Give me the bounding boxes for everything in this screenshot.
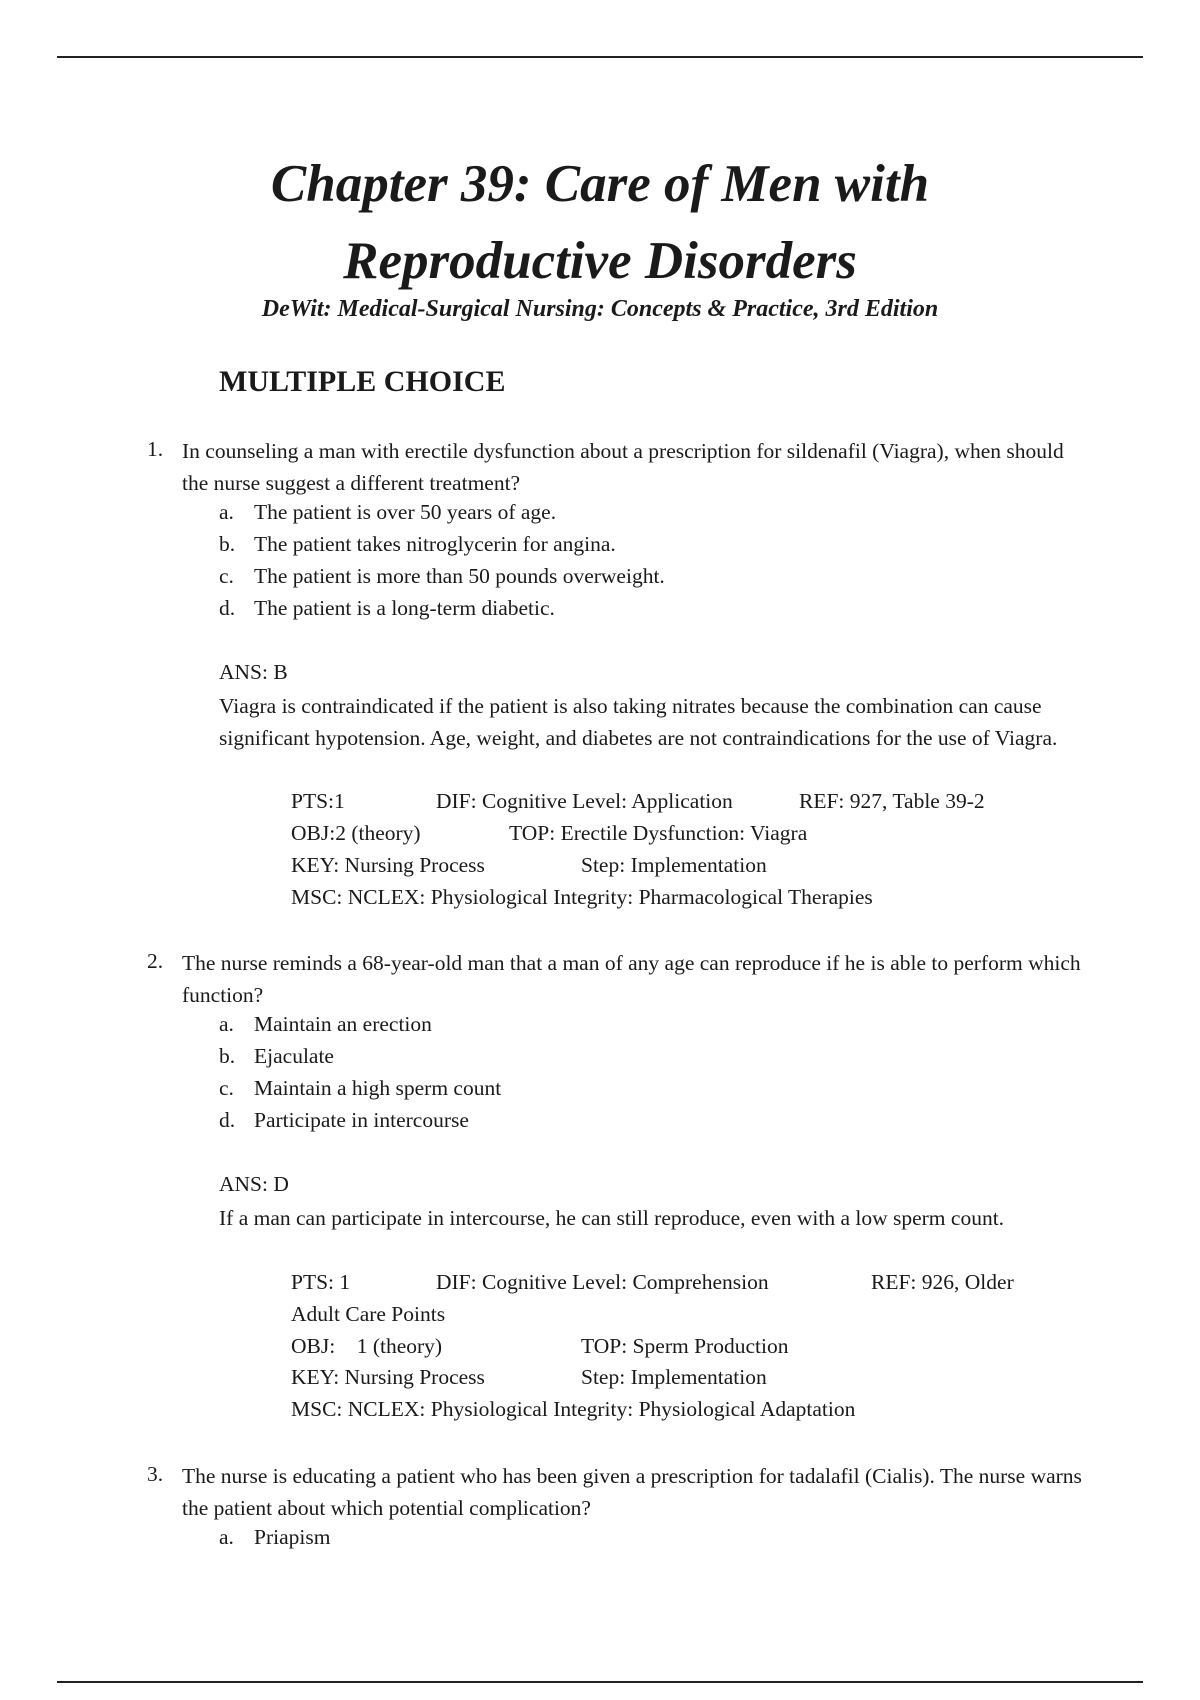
- meta-dif: DIF: Cognitive Level: Application: [436, 789, 733, 813]
- meta-ref: REF: 927, Table 39-2: [799, 789, 985, 813]
- question-number: 1.: [147, 437, 164, 461]
- option-letter: a.: [219, 1525, 234, 1549]
- option-letter: d.: [219, 1108, 236, 1132]
- meta-obj: OBJ: 1 (theory): [291, 1334, 443, 1358]
- question-number: 3.: [147, 1462, 164, 1486]
- meta-key: KEY: Nursing Process: [291, 853, 485, 877]
- meta-ref-continued: Adult Care Points: [291, 1302, 446, 1326]
- answer-key: ANS: D: [219, 1172, 289, 1196]
- question-stem: In counseling a man with erectile dysfunction about a prescription for sildenafil (Viagra), when should the nurse suggest a different treatment?: [182, 439, 1064, 495]
- option-text: Maintain an erection: [254, 1012, 432, 1036]
- meta-msc: MSC: NCLEX: Physiological Integrity: Pharmacological Therapies: [291, 885, 873, 909]
- question-stem: The nurse is educating a patient who has been given a prescription for tadalafil (Cialis). The nurse warns the patient about which potential complication?: [182, 1464, 1082, 1520]
- option-letter: b.: [219, 532, 236, 556]
- option-letter: d.: [219, 596, 236, 620]
- meta-msc: MSC: NCLEX: Physiological Integrity: Physiological Adaptation: [291, 1397, 856, 1421]
- option-text: Ejaculate: [254, 1044, 334, 1068]
- answer-rationale: Viagra is contraindicated if the patient is also taking nitrates because the combination can cause significant hypotension. Age, weight, and diabetes are not contraindications for the use of Viagra.: [219, 694, 1058, 750]
- option-text: The patient takes nitroglycerin for angina.: [254, 532, 616, 556]
- meta-pts: PTS:1: [291, 789, 345, 813]
- option-text: The patient is over 50 years of age.: [254, 500, 557, 524]
- section-heading: MULTIPLE CHOICE: [219, 365, 506, 398]
- option-text: The patient is more than 50 pounds overweight.: [254, 564, 665, 588]
- meta-dif: DIF: Cognitive Level: Comprehension: [436, 1270, 769, 1294]
- book-subtitle: DeWit: Medical-Surgical Nursing: Concepts & Practice, 3rd Edition: [261, 296, 939, 322]
- top-rule: [57, 56, 1143, 58]
- answer-rationale: If a man can participate in intercourse, he can still reproduce, even with a low sperm count.: [219, 1206, 1005, 1230]
- question-number: 2.: [147, 949, 164, 973]
- meta-ref: REF: 926, Older: [871, 1270, 1014, 1294]
- option-letter: b.: [219, 1044, 236, 1068]
- option-letter: a.: [219, 500, 234, 524]
- option-letter: c.: [219, 564, 234, 588]
- bottom-rule: [57, 1681, 1143, 1683]
- option-letter: a.: [219, 1012, 234, 1036]
- chapter-title-line-2: Reproductive Disorders: [343, 232, 857, 290]
- option-text: The patient is a long-term diabetic.: [254, 596, 555, 620]
- chapter-title: [0, 146, 1200, 300]
- question-stem: The nurse reminds a 68-year-old man that a man of any age can reproduce if he is able to perform which function?: [182, 951, 1081, 1007]
- meta-top: TOP: Sperm Production: [581, 1334, 789, 1358]
- meta-top: TOP: Erectile Dysfunction: Viagra: [509, 821, 808, 845]
- option-letter: c.: [219, 1076, 234, 1100]
- meta-obj: OBJ:2 (theory): [291, 821, 421, 845]
- answer-key: ANS: B: [219, 660, 288, 684]
- option-text: Priapism: [254, 1525, 331, 1549]
- meta-step: Step: Implementation: [581, 1365, 767, 1389]
- option-text: Participate in intercourse: [254, 1108, 469, 1132]
- meta-pts: PTS: 1: [291, 1270, 351, 1294]
- option-text: Maintain a high sperm count: [254, 1076, 502, 1100]
- chapter-title-line-1: Chapter 39: Care of Men with: [270, 155, 930, 213]
- meta-key: KEY: Nursing Process: [291, 1365, 485, 1389]
- meta-step: Step: Implementation: [581, 853, 767, 877]
